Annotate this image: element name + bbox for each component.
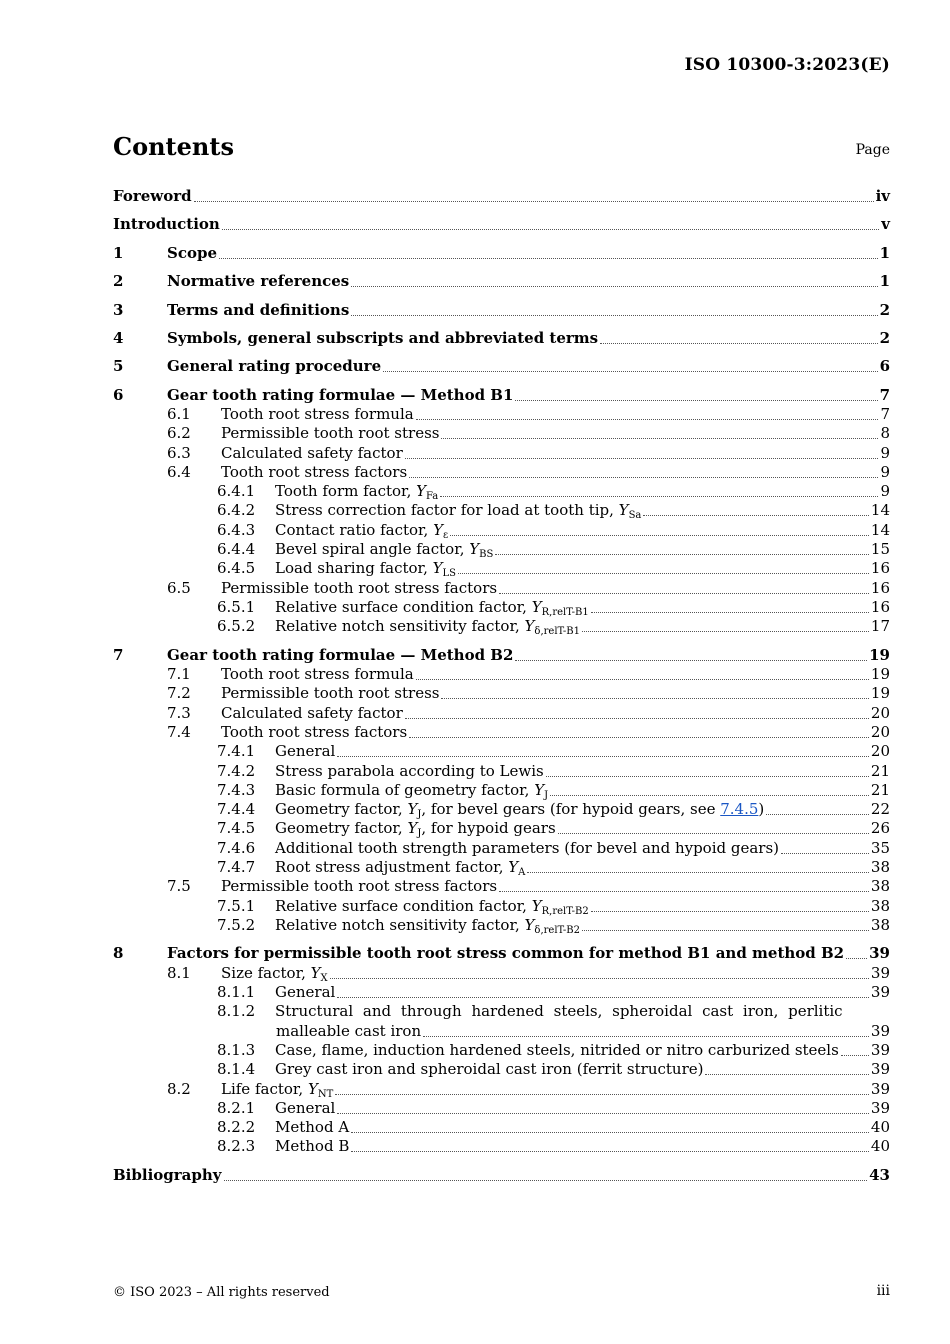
toc-page: 19: [870, 665, 890, 683]
toc-page: 38: [870, 858, 890, 876]
toc-page: iv: [875, 187, 890, 205]
dot-leader: [600, 342, 877, 344]
dot-leader: [405, 717, 869, 719]
toc-entry-6-5[interactable]: [113, 578, 890, 598]
dot-leader: [409, 476, 878, 478]
toc-entry-8-2[interactable]: [113, 1079, 890, 1099]
toc-entry-2[interactable]: [113, 271, 890, 291]
toc-title: Relative notch sensitivity factor, $Y_{\delta,relT-B2}$: [275, 916, 580, 936]
toc-page: 9: [880, 482, 890, 500]
toc-number: 7.4.4: [217, 800, 256, 818]
toc-title: Method A: [275, 1118, 350, 1136]
toc-page: 6: [879, 357, 890, 375]
toc-title: General: [275, 1099, 336, 1117]
dot-leader: [546, 775, 869, 777]
toc-title: Tooth root stress formula: [221, 665, 414, 683]
toc-entry-introduction[interactable]: [113, 214, 890, 234]
toc-number: 8.1: [167, 964, 191, 982]
toc-page: v: [881, 215, 890, 233]
toc-entry-3[interactable]: [113, 300, 890, 320]
toc-page: 1: [879, 244, 890, 262]
toc-entry-6-5-2[interactable]: [113, 616, 890, 636]
dot-leader: [440, 495, 878, 497]
toc-title: Bevel spiral angle factor, $Y_{BS}$: [275, 540, 494, 560]
page-title: Contents: [113, 132, 234, 161]
dot-leader: [337, 996, 869, 998]
toc-number: 3: [113, 301, 124, 319]
toc-page: 39: [870, 1041, 890, 1059]
toc-entry-6-5-1[interactable]: [113, 597, 890, 617]
toc-title: Relative surface condition factor, $Y_{R,relT-B2}$: [275, 897, 589, 917]
toc-number: 6.4: [167, 463, 191, 481]
toc-number: 8.2: [167, 1080, 191, 1098]
toc-number: 6.1: [167, 405, 191, 423]
toc-number: 6.5.1: [217, 598, 256, 616]
toc-title-continuation: malleable cast iron: [276, 1022, 422, 1040]
dot-leader: [591, 910, 869, 912]
toc-number: 6: [113, 386, 124, 404]
toc-entry-7-4-4[interactable]: [113, 799, 890, 819]
page-number: iii: [876, 1283, 890, 1299]
toc-title: Relative notch sensitivity factor, $Y_{\delta,relT-B1}$: [275, 617, 580, 637]
toc-number: 8.2.2: [217, 1118, 256, 1136]
toc-entry-8-1-4[interactable]: [113, 1059, 890, 1079]
toc-page: 16: [870, 598, 890, 616]
toc-number: 8.1.4: [217, 1060, 256, 1078]
dot-leader: [383, 370, 877, 372]
toc-page: 19: [869, 646, 890, 664]
toc-number: 1: [113, 244, 124, 262]
dot-leader: [495, 553, 869, 555]
toc-title: Bibliography: [113, 1166, 222, 1184]
toc-page: 38: [870, 877, 890, 895]
toc-number: 6.5.2: [217, 617, 256, 635]
toc-page: 7: [879, 386, 890, 404]
toc-title: Permissible tooth root stress factors: [221, 877, 498, 895]
toc-page: 20: [870, 704, 890, 722]
toc-title: General: [275, 983, 336, 1001]
toc-entry-8-1-3[interactable]: [113, 1040, 890, 1060]
dot-leader: [351, 285, 877, 287]
toc-page: 1: [879, 272, 890, 290]
toc-title: General rating procedure: [167, 357, 382, 375]
toc-entry-8-2-3[interactable]: [113, 1136, 890, 1156]
toc-entry-6-4-2[interactable]: [113, 500, 890, 520]
toc-title: Method B: [275, 1137, 350, 1155]
dot-leader: [841, 1054, 869, 1056]
dot-leader: [194, 200, 874, 202]
dot-leader: [224, 1179, 868, 1181]
toc-entry-8-1-1[interactable]: [113, 982, 890, 1002]
dot-leader: [643, 514, 869, 516]
toc-entry-6-4-4[interactable]: [113, 539, 890, 559]
dot-leader: [582, 630, 869, 632]
toc-page: 39: [870, 1080, 890, 1098]
toc-page: 17: [870, 617, 890, 635]
toc-title: Symbols, general subscripts and abbreviated terms: [167, 329, 599, 347]
toc-title: Tooth root stress factors: [221, 463, 408, 481]
cross-reference-link[interactable]: 7.4.5: [720, 800, 759, 818]
toc-entry-8-1-2-line1[interactable]: [113, 1001, 890, 1021]
toc-page: 39: [870, 964, 890, 982]
toc-number: 7.3: [167, 704, 191, 722]
toc-entry-7-4-3[interactable]: [113, 780, 890, 800]
toc-entry-foreword[interactable]: [113, 186, 890, 206]
toc-entry-1[interactable]: [113, 243, 890, 263]
toc-page: 26: [870, 819, 890, 837]
toc-page: 38: [870, 916, 890, 934]
toc-number: 6.4.4: [217, 540, 256, 558]
toc-entry-7-5[interactable]: [113, 876, 890, 896]
toc-page: 39: [870, 1022, 890, 1040]
toc-number: 6.4.2: [217, 501, 256, 519]
toc-number: 6.4.1: [217, 482, 256, 500]
toc-number: 7.4.2: [217, 762, 256, 780]
toc-page: 21: [870, 781, 890, 799]
dot-leader: [705, 1073, 868, 1075]
toc-page: 21: [870, 762, 890, 780]
toc-entry-8[interactable]: [113, 943, 890, 963]
dot-leader: [222, 228, 879, 230]
toc-entry-bibliography[interactable]: [113, 1165, 890, 1185]
toc-number: 8.1.2: [217, 1002, 256, 1020]
toc-number: 7.4.1: [217, 742, 256, 760]
toc-number: 8.1.3: [217, 1041, 256, 1059]
dot-leader: [337, 755, 869, 757]
toc-entry-8-1-2-line2[interactable]: [276, 1021, 890, 1041]
toc-number: 6.3: [167, 444, 191, 462]
toc-title: Root stress adjustment factor, $Y_A$: [275, 858, 526, 878]
toc-title: Life factor, $Y_{NT}$: [221, 1080, 334, 1100]
toc-number: 6.2: [167, 424, 191, 442]
dot-leader: [423, 1035, 869, 1037]
toc-number: 7.5.2: [217, 916, 256, 934]
toc-entry-7-5-2[interactable]: [113, 915, 890, 935]
dot-leader: [351, 314, 877, 316]
toc-entry-6-3[interactable]: [113, 443, 890, 463]
toc-title: Foreword: [113, 187, 192, 205]
toc-number: 7.5.1: [217, 897, 256, 915]
toc-number: 7.4.7: [217, 858, 256, 876]
dot-leader: [351, 1150, 869, 1152]
toc-number: 8: [113, 944, 124, 962]
toc-page: 40: [870, 1118, 890, 1136]
toc-number: 4: [113, 329, 124, 347]
toc-entry-7-1[interactable]: [113, 664, 890, 684]
toc-title: Introduction: [113, 215, 220, 233]
toc-number: 7.2: [167, 684, 191, 702]
toc-page: 16: [870, 559, 890, 577]
dot-leader: [499, 890, 869, 892]
dot-leader: [416, 678, 869, 680]
toc-page: 39: [869, 944, 890, 962]
toc-page: 2: [879, 301, 890, 319]
toc-title: Gear tooth rating formulae — Method B2: [167, 646, 514, 664]
toc-title: Calculated safety factor: [221, 704, 403, 722]
dot-leader: [558, 832, 869, 834]
toc-entry-6-4-5[interactable]: [113, 558, 890, 578]
toc-number: 6.4.3: [217, 521, 256, 539]
dot-leader: [450, 534, 869, 536]
toc-entry-6-2[interactable]: [113, 423, 890, 443]
toc-title: Gear tooth rating formulae — Method B1: [167, 386, 514, 404]
toc-number: 7.1: [167, 665, 191, 683]
dot-leader: [515, 399, 877, 401]
toc-page: 22: [870, 800, 890, 818]
toc-entry-7-4-6[interactable]: [113, 838, 890, 858]
toc-page: 7: [880, 405, 890, 423]
toc-number: 7.4.3: [217, 781, 256, 799]
toc-entry-7-4-5[interactable]: [113, 818, 890, 838]
toc-page: 16: [870, 579, 890, 597]
toc-number: 6.4.5: [217, 559, 256, 577]
toc-page: 39: [870, 1060, 890, 1078]
toc-number: 6.5: [167, 579, 191, 597]
toc-entry-7-5-1[interactable]: [113, 896, 890, 916]
toc-title: Normative references: [167, 272, 350, 290]
dot-leader: [550, 794, 869, 796]
toc-number: 5: [113, 357, 124, 375]
dot-leader: [409, 736, 869, 738]
dot-leader: [515, 659, 867, 661]
toc-page: 14: [870, 521, 890, 539]
toc-page: 39: [870, 1099, 890, 1117]
toc-page: 43: [869, 1166, 890, 1184]
toc-title: Calculated safety factor: [221, 444, 403, 462]
toc-title: Geometry factor, $Y_J$, for hypoid gears: [275, 819, 556, 839]
toc-number: 7.4.5: [217, 819, 256, 837]
toc-entry-6-1[interactable]: [113, 404, 890, 424]
toc-title: Basic formula of geometry factor, $Y_J$: [275, 781, 549, 801]
dot-leader: [330, 977, 869, 979]
toc-entry-7-2[interactable]: [113, 683, 890, 703]
toc-title: Permissible tooth root stress: [221, 424, 440, 442]
toc-number: 8.2.1: [217, 1099, 256, 1117]
toc-number: 8.1.1: [217, 983, 256, 1001]
toc-title: Tooth root stress formula: [221, 405, 414, 423]
toc-page: 20: [870, 742, 890, 760]
toc-entry-8-2-2[interactable]: [113, 1117, 890, 1137]
toc-page: 15: [870, 540, 890, 558]
toc-title: Tooth form factor, $Y_{Fa}$: [275, 482, 439, 502]
dot-leader: [766, 813, 869, 815]
dot-leader: [846, 957, 867, 959]
dot-leader: [337, 1112, 869, 1114]
toc-entry-7-4-1[interactable]: [113, 741, 890, 761]
toc-title: Load sharing factor, $Y_{LS}$: [275, 559, 457, 579]
toc-entry-7-4-2[interactable]: [113, 761, 890, 781]
toc-page: 40: [870, 1137, 890, 1155]
toc-title: Structural and through hardened steels, spheroidal cast iron, perlitic: [275, 1002, 843, 1020]
toc-title: Permissible tooth root stress factors: [221, 579, 498, 597]
toc-page: 20: [870, 723, 890, 741]
dot-leader: [781, 852, 869, 854]
dot-leader: [416, 418, 879, 420]
toc-title: Stress parabola according to Lewis: [275, 762, 544, 780]
toc-title: Permissible tooth root stress: [221, 684, 440, 702]
toc-entry-7-4-7[interactable]: [113, 857, 890, 877]
dot-leader: [441, 697, 868, 699]
toc-page: 9: [880, 463, 890, 481]
toc-entry-8-1[interactable]: [113, 963, 890, 983]
toc-entry-6-4[interactable]: [113, 462, 890, 482]
toc-title: Stress correction factor for load at tooth tip, $Y_{Sa}$: [275, 501, 642, 521]
toc-title: Additional tooth strength parameters (for bevel and hypoid gears): [275, 839, 780, 857]
toc-title: Scope: [167, 244, 218, 262]
dot-leader: [527, 871, 869, 873]
toc-entry-7-3[interactable]: [113, 703, 890, 723]
toc-number: 8.2.3: [217, 1137, 256, 1155]
toc-title: General: [275, 742, 336, 760]
toc-entry-6-4-3[interactable]: [113, 520, 890, 540]
toc-number: 7.4.6: [217, 839, 256, 857]
toc-title: Tooth root stress factors: [221, 723, 408, 741]
dot-leader: [582, 929, 869, 931]
dot-leader: [441, 437, 878, 439]
toc-page: 39: [870, 983, 890, 1001]
toc-entry-6[interactable]: [113, 385, 890, 405]
dot-leader: [335, 1093, 869, 1095]
toc-number: 2: [113, 272, 124, 290]
toc-entry-7-4[interactable]: [113, 722, 890, 742]
toc-title: Grey cast iron and spheroidal cast iron (ferrit structure): [275, 1060, 704, 1078]
dot-leader: [499, 592, 869, 594]
toc-number: 7: [113, 646, 124, 664]
toc-entry-5[interactable]: [113, 356, 890, 376]
toc-title: Relative surface condition factor, $Y_{R,relT-B1}$: [275, 598, 589, 618]
toc-page: 19: [870, 684, 890, 702]
dot-leader: [219, 257, 878, 259]
dot-leader: [591, 611, 869, 613]
dot-leader: [458, 572, 869, 574]
copyright-notice: © ISO 2023 – All rights reserved: [113, 1285, 330, 1300]
toc-page: 9: [880, 444, 890, 462]
page-column-label: Page: [855, 142, 890, 158]
document-id: ISO 10300-3:2023(E): [684, 55, 890, 75]
toc-page: 2: [879, 329, 890, 347]
toc-title: Terms and definitions: [167, 301, 350, 319]
toc-number: 7.4: [167, 723, 191, 741]
toc-entry-7[interactable]: [113, 645, 890, 665]
toc-page: 8: [880, 424, 890, 442]
toc-title: Geometry factor, $Y_J$, for bevel gears (for hypoid gears, see 7.4.5): [275, 800, 765, 820]
toc-title: Contact ratio factor, $Y_\varepsilon$: [275, 521, 449, 541]
dot-leader: [405, 457, 879, 459]
toc-page: 38: [870, 897, 890, 915]
toc-title: Factors for permissible tooth root stress common for method B1 and method B2: [167, 944, 845, 962]
toc-entry-8-2-1[interactable]: [113, 1098, 890, 1118]
dot-leader: [351, 1131, 869, 1133]
toc-entry-4[interactable]: [113, 328, 890, 348]
toc-page: 14: [870, 501, 890, 519]
toc-number: 7.5: [167, 877, 191, 895]
toc-title: Size factor, $Y_X$: [221, 964, 328, 984]
toc-entry-6-4-1[interactable]: [113, 481, 890, 501]
toc-page: 35: [870, 839, 890, 857]
toc-title: Case, flame, induction hardened steels, nitrided or nitro carburized steels: [275, 1041, 839, 1059]
